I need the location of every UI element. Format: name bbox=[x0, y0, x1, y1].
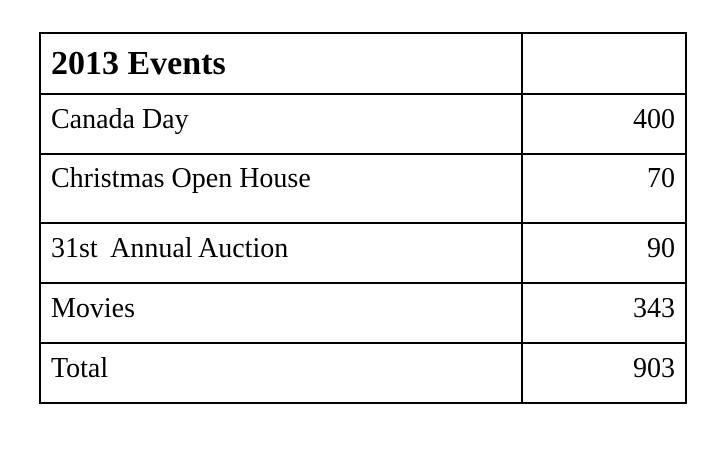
table-row bbox=[40, 94, 686, 154]
table-row bbox=[40, 154, 686, 223]
total-label: Total bbox=[51, 353, 109, 384]
event-count-cell: 70 bbox=[522, 154, 686, 223]
event-count-cell: 90 bbox=[522, 223, 686, 283]
table-row bbox=[40, 283, 686, 343]
events-table bbox=[39, 32, 687, 404]
table-title: 2013 Events bbox=[40, 33, 522, 94]
total-value-cell: 903 bbox=[522, 343, 686, 403]
table-header-row bbox=[40, 33, 686, 94]
total-label-cell bbox=[40, 343, 522, 403]
event-count-cell: 343 bbox=[522, 283, 686, 343]
event-name: Movies bbox=[51, 293, 135, 324]
header-value-cell bbox=[522, 33, 686, 94]
event-name: 31st Annual Auction bbox=[51, 233, 289, 264]
event-name-cell bbox=[40, 223, 522, 283]
total-row bbox=[40, 343, 686, 403]
event-name: Canada Day bbox=[51, 104, 189, 135]
event-count-cell: 400 bbox=[522, 94, 686, 154]
event-name-cell bbox=[40, 154, 522, 223]
event-name-cell bbox=[40, 94, 522, 154]
event-name-cell bbox=[40, 283, 522, 343]
table-row bbox=[40, 223, 686, 283]
event-name: Christmas Open House bbox=[51, 163, 311, 194]
